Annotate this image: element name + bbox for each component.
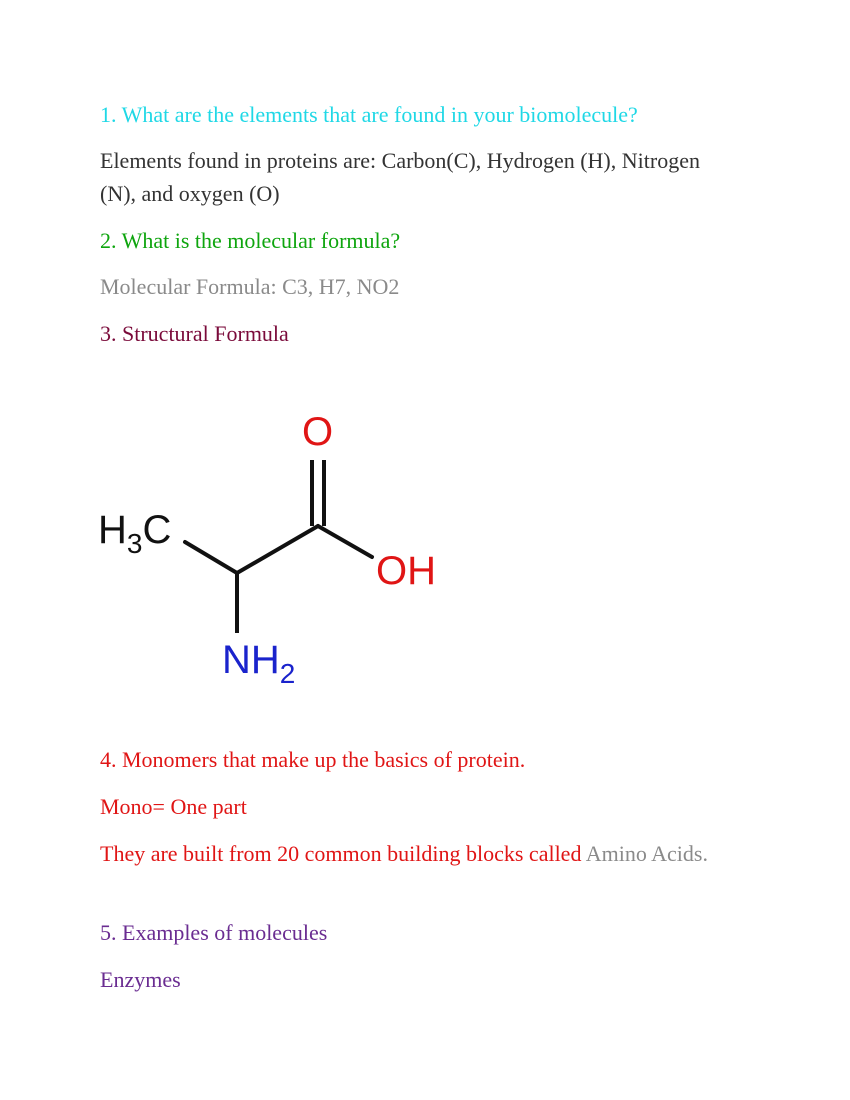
oxygen-label: O xyxy=(302,410,334,454)
answer-4-amino-acids: Amino Acids. xyxy=(585,841,708,866)
answer-4-building-blocks xyxy=(100,837,730,870)
bond-alpha-carboxyl xyxy=(237,526,318,573)
amine-label: $NH_2$ xyxy=(222,638,296,689)
bond-hydroxyl xyxy=(318,526,372,557)
answer-5: Enzymes xyxy=(100,967,181,992)
question-1: 1. What are the elements that are found in your biomolecule? xyxy=(100,102,638,127)
answer-4-mono: Mono= One part xyxy=(100,794,247,819)
question-5: 5. Examples of molecules xyxy=(100,920,328,945)
answer-4-red-text: They are built from 20 common building blocks called xyxy=(100,841,586,866)
answer-1: Elements found in proteins are: Carbon(C), Hydrogen (H), Nitrogen (N), and oxygen (O) xyxy=(100,148,700,206)
methyl-label: $H_3C$ xyxy=(98,508,172,559)
question-2: 2. What is the molecular formula? xyxy=(100,228,401,253)
question-4: 4. Monomers that make up the basics of protein. xyxy=(100,747,526,772)
answer-2: Molecular Formula: C3, H7, NO2 xyxy=(100,274,400,299)
hydroxyl-label: OH xyxy=(376,549,436,593)
alanine-structural-formula xyxy=(90,390,460,710)
question-3: 3. Structural Formula xyxy=(100,321,289,346)
bond-methyl xyxy=(185,542,237,573)
